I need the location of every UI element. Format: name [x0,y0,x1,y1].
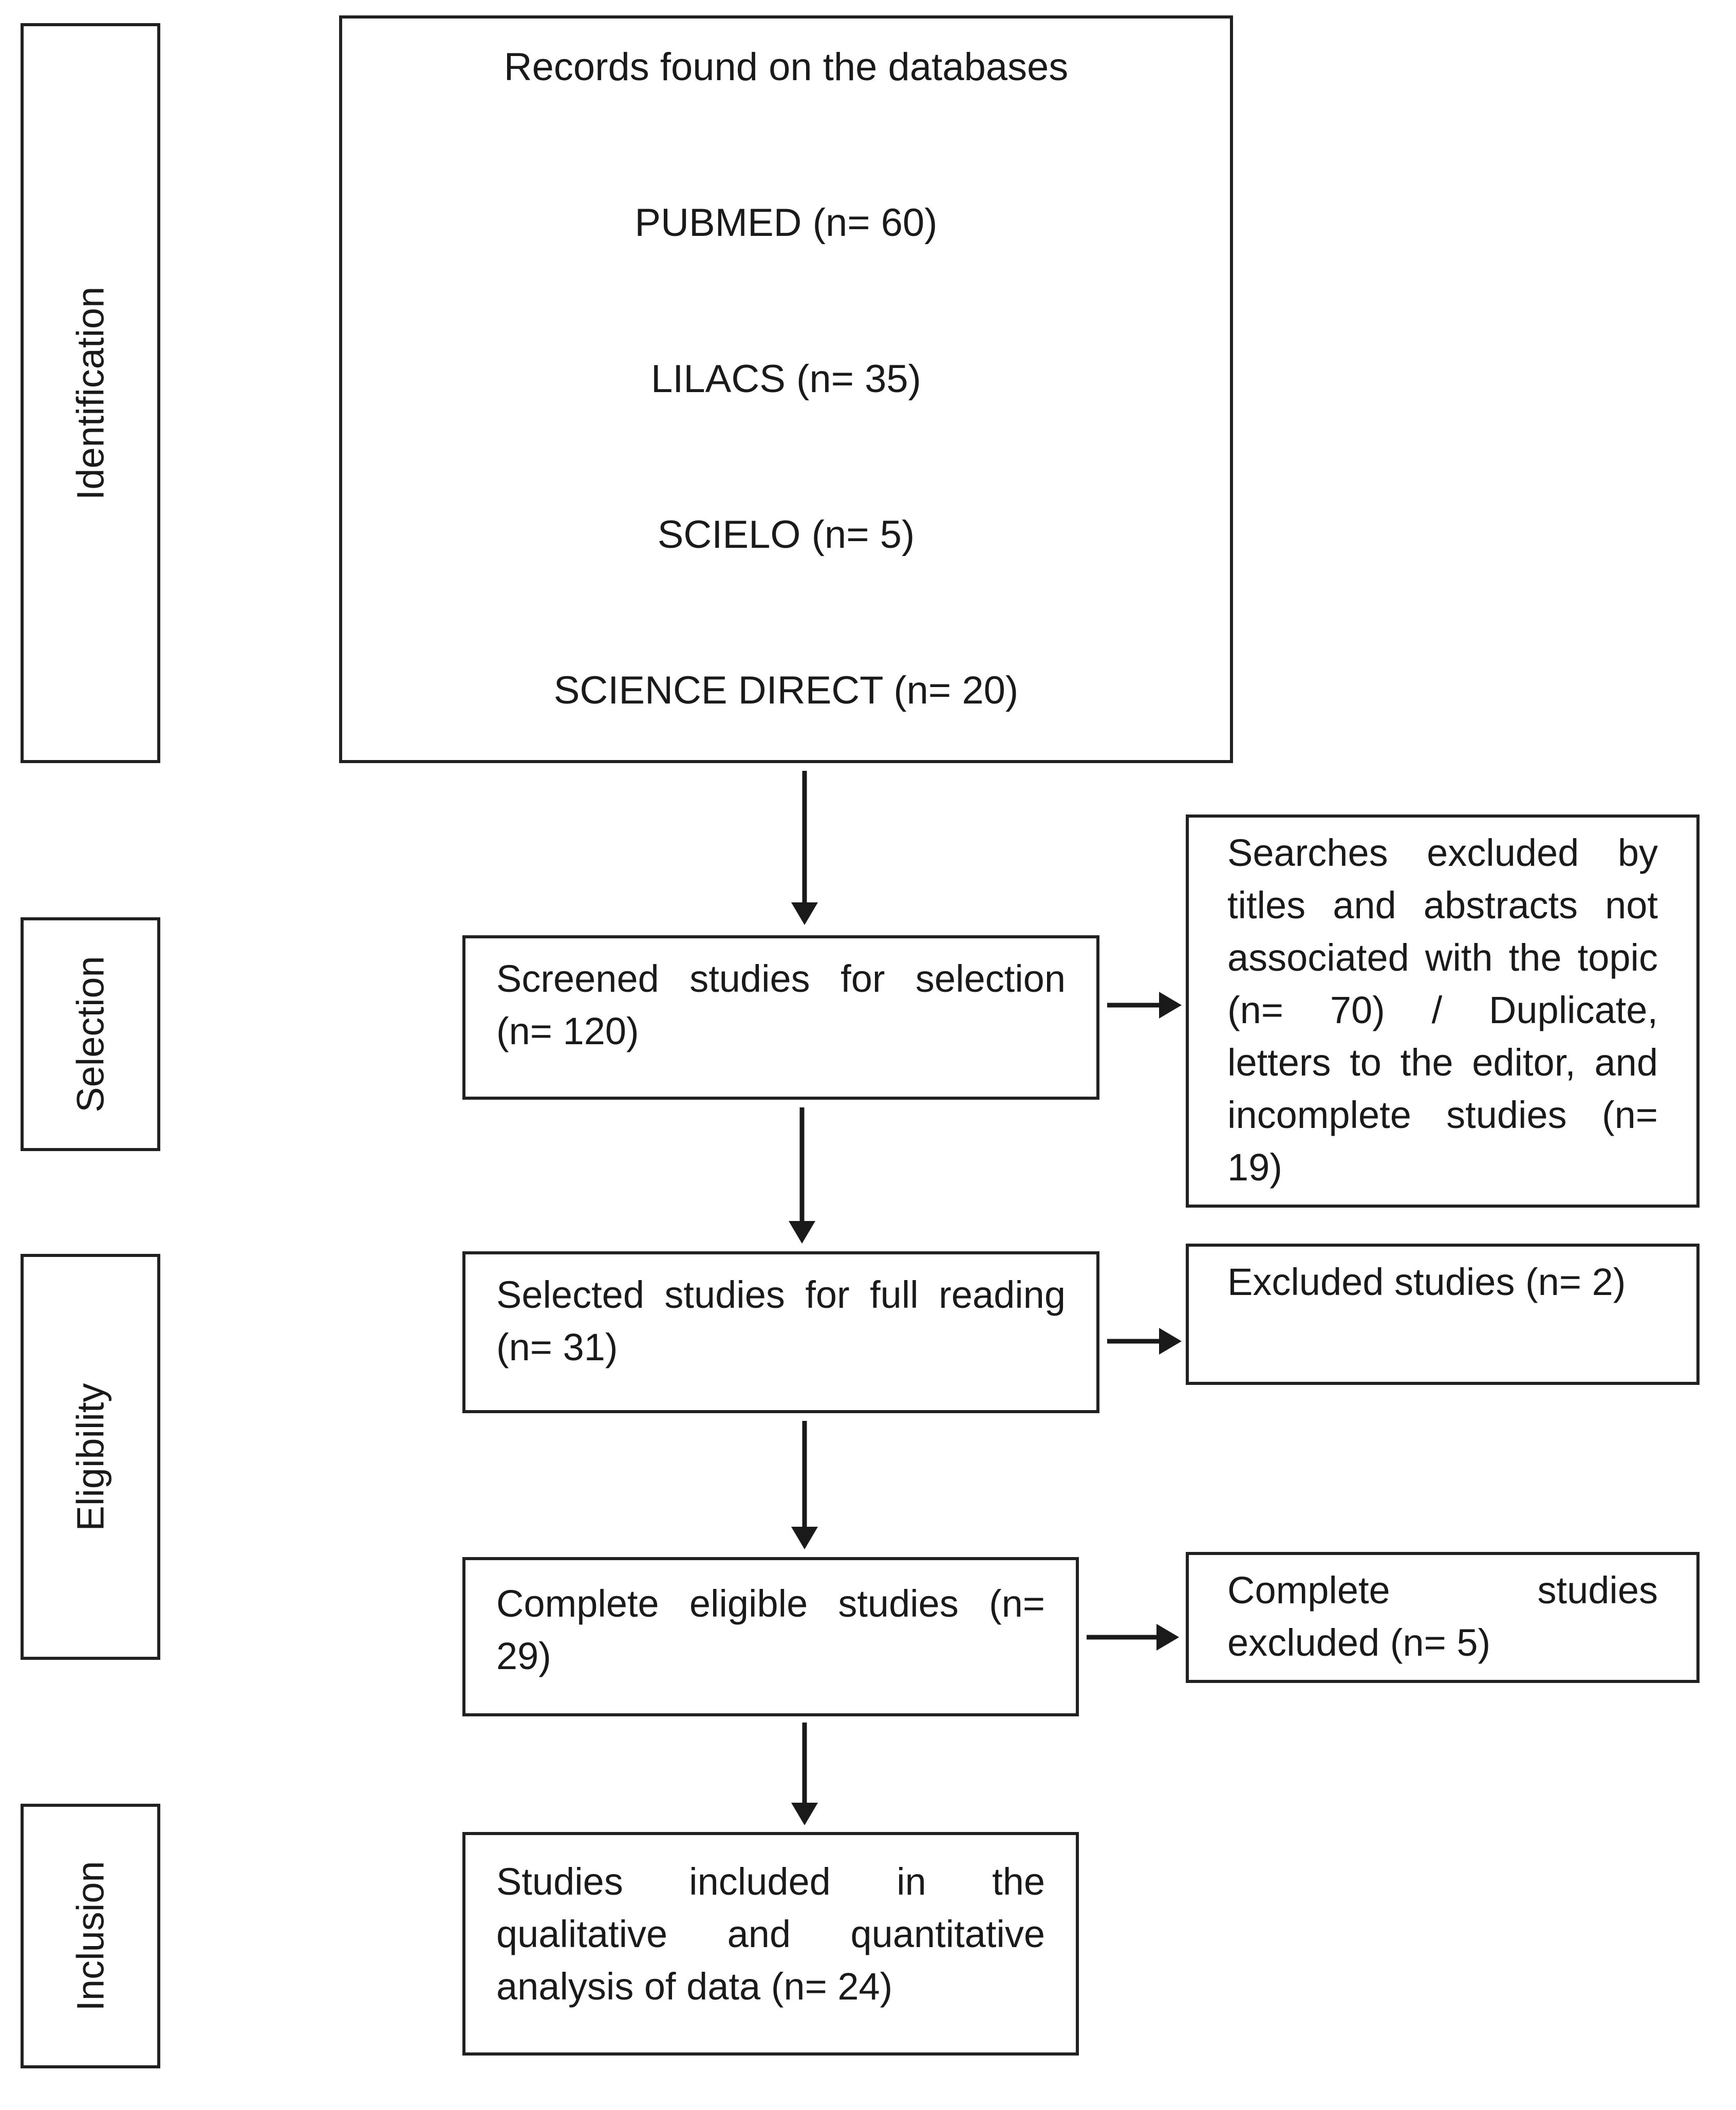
stage-label-identification: Identification [69,286,112,500]
records-title: Records found on the databases [503,45,1069,89]
stage-box-eligibility [21,1254,160,1660]
full-reading-box: Selected studies for full reading (n= 31) [462,1251,1099,1413]
excluded-studies-box: Excluded studies (n= 2) [1186,1244,1700,1385]
stage-box-identification [21,23,160,763]
stage-box-inclusion [21,1804,160,2068]
records-box [339,15,1233,763]
arrow-down-icon [791,771,818,925]
arrow-down-icon [791,1723,818,1825]
arrow-right-icon [1087,1624,1179,1651]
screened-box: Screened studies for selection (n= 120) [462,935,1099,1100]
arrow-down-icon [791,1421,818,1549]
search-excluded-box: Searches excluded by titles and abstracts not associated with the topic (n= 70) / Duplicate, letters to the editor, and incomplete studies (n= 19) [1186,815,1700,1208]
eligible-box: Complete eligible studies (n= 29) [462,1557,1079,1716]
stage-label-eligibility: Eligibility [69,1383,112,1531]
included-box: Studies included in the qualitative and quantitative analysis of data (n= 24) [462,1832,1079,2056]
stage-box-selection [21,917,160,1151]
records-source-pubmed: PUBMED (n= 60) [634,201,938,245]
records-source-lilacs: LILACS (n= 35) [651,357,921,401]
stage-label-inclusion: Inclusion [69,1861,112,2011]
records-source-scielo: SCIELO (n= 5) [657,512,915,557]
arrow-right-icon [1107,1328,1182,1355]
records-source-science-direct: SCIENCE DIRECT (n= 20) [553,669,1019,712]
stage-label-selection: Selection [69,956,112,1113]
arrow-down-icon [789,1107,815,1244]
arrow-right-icon [1107,992,1182,1019]
complete-excluded-box: Complete studies excluded (n= 5) [1186,1552,1700,1683]
